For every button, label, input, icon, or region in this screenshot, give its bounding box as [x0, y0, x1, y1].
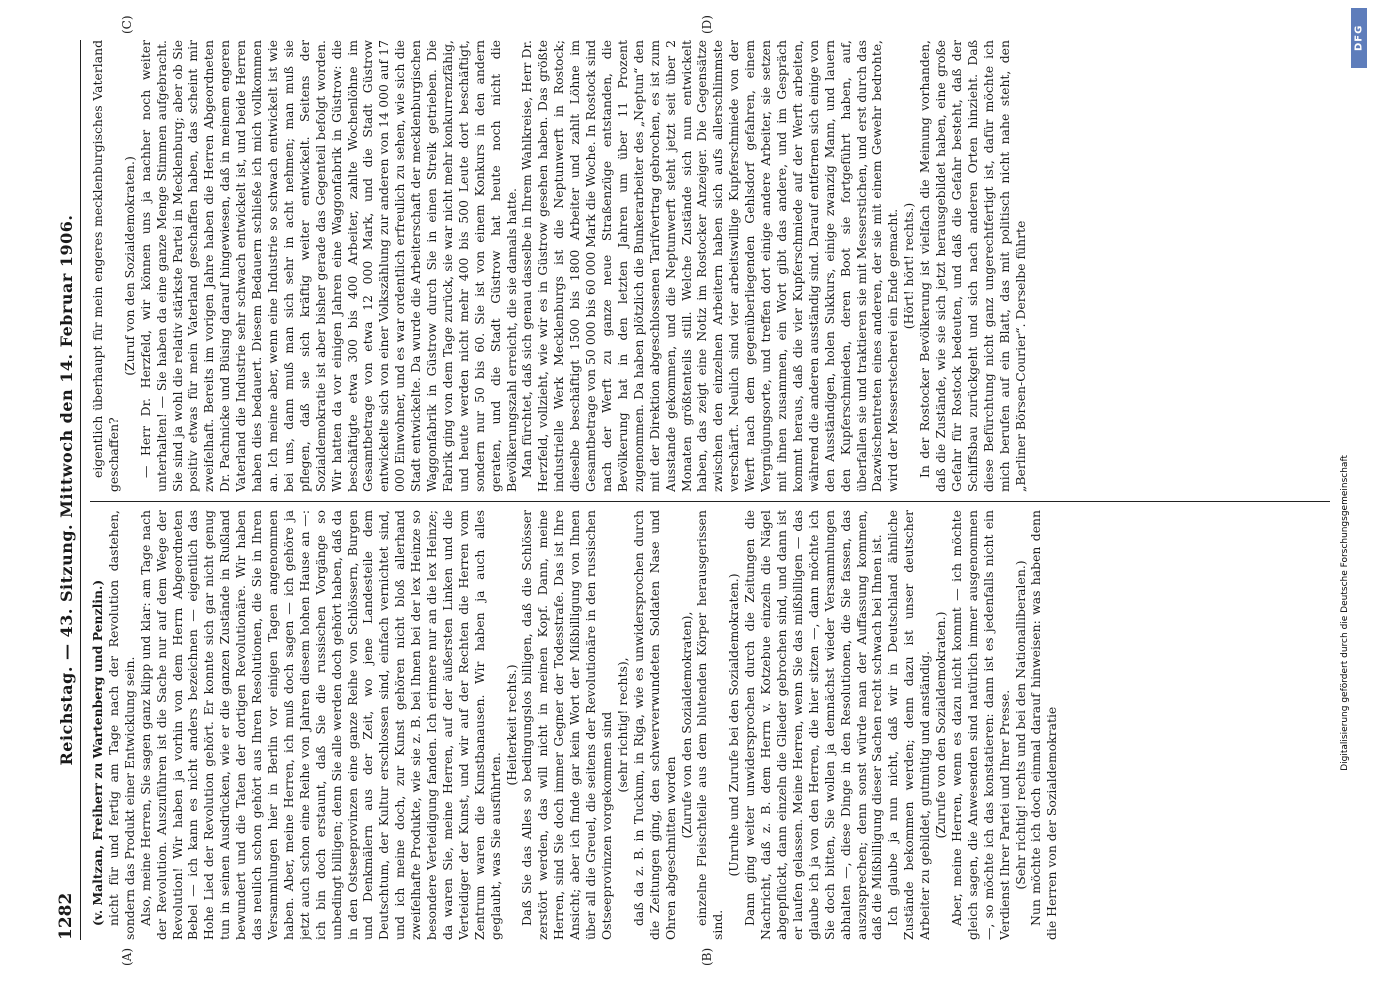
right-column-paragraph: Man fürchtet, daß sich genau dasselbe in Ihrem Wahlkreise, Herr Dr. Herzfeld, vollzieht, wie wir es in Güstrow gesehen haben. Das größte industrielle Werk Mecklenburgs ist die Neptunwerft in Rostock; dieselbe beschäftigt 1500 bis 1800 Arbeiter und zahlt Löhne im Gesamtbetrage von 50 000 bis 60 000 Mark die Woche. In Rostock sind nach der Werft zu ganze neue Straßenzüge entstanden, die Bevölkerung hat in den letzten Jahren um über 11 Prozent zugenommen. Da haben plötzlich die Bunkerarbeiter des „Neptun“ den mit der Direktion abgeschlossenen Tarifvertrag gebrochen, es ist zum Ausstande gekommen, und die Neptunwerft steht jetzt seit über 2 Monaten größtenteils still. Welche Zustände sich nun entwickelt haben, das zeigt eine Notiz im Rostocker Anzeiger. Die Gegensätze zwischen den einzelnen Arbeitern haben sich aufs allerschlimmste verschärft. Neulich sind vier arbeitswillige Kupferschmiede von der Werft nach dem gegenüberliegenden Gehlsdorf gefahren, einem Vergnügungsorte, und treffen dort einige andere Arbeiter, sie setzen mit ihnen zusammen, ein Wort gibt das andere, und im Gespräch kommt heraus, daß die vier Kupferschmiede auf der Werft arbeiten, während die anderen ausständig sind. Darauf entfernen sich einige von den Ausständigen, holen Sukkurs, einige zwanzig Mann, und lauern den Kupferschmieden, deren Boot sie fortgeführt haben, auf, überfallen sie und traktieren sie mit Messerstichen, und erst durch das Dazwischentreten eines anderen, der sie mit einem Gewehr bedrohte, wird der Messerstecherei ein Ende gemacht.: [519, 40, 901, 492]
left-column-paragraph: (Zurufe von den Sozialdemokraten),: [678, 611, 694, 839]
right-column-paragraph: (Hört! hört! rechts.): [901, 202, 917, 330]
left-column-paragraph: (Zurufe von den Sozialdemokraten.): [933, 611, 949, 839]
page-title: Reichstag. — 43. Sitzung. Mittwoch den 14. Februar 1906.: [57, 214, 76, 766]
margin-mark-d: (D): [700, 15, 714, 34]
margin-mark-c: (C): [120, 15, 134, 34]
dfg-logo: DFG: [1351, 8, 1367, 68]
right-column-paragraph: (Zuruf von den Sozialdemokraten.): [121, 156, 137, 376]
left-column-paragraph: Nun möchte ich doch einmal darauf hinweisen: was haben denn die Herren von der Sozialdemokratie: [1028, 510, 1060, 940]
page-header: [52, 40, 81, 940]
left-column-paragraph: (Unruhe und Zurufe bei den Sozialdemokraten.): [726, 573, 742, 877]
left-column-paragraph: Also, meine Herren, Sie sagen ganz klipp und klar: am Tage nach der Revolution. Auszuführen ist die Sache nur auf dem Wege der Revolution! Wir haben ja vorhin von dem Herrn Abgeordneten Bebel — ich kann es nicht anders bezeichnen — eigentlich das Hohe Lied der Revolution gehört. Er konnte sich gar nicht genug tun in seinen Ausdrücken, wie er die ganzen Zustände in Rußland bewundert und die Taten der dortigen Revolutionäre. Wir haben das neulich schon gehört aus Ihren Resolutionen, die Sie in Ihren Versammlungen hier in Berlin vor einigen Tagen angenommen haben. Aber, meine Herren, ich muß doch sagen — ich gehöre ja jetzt auch schon eine Reihe von Jahren diesem hohen Hause an —: ich bin doch erstaunt, daß Sie die russischen Vorgänge so unbedingt billigen; denn Sie alle werden doch gehört haben, daß da in den Ostseeprovinzen eine ganze Reihe von Schlössern, Burgen und Denkmälern aus der Zeit, wo jene Landesteile dem Deutschtum, der Kultur erschlossen sind, einfach vernichtet sind, und ich meine doch, zur Kunst gehören nicht bloß allerhand zweifelhafte Produkte, wie sie z. B. bei Ihnen bei der lex Heinze so besondere Verteidigung fanden. Ich erinnere nur an die lex Heinze; da waren Sie, meine Herren, auf der äußersten Linken und die Verteidiger der Kunst, und wir auf der Rechten die Herren vom Zentrum waren die Kunstbanausen. Wir haben ja auch alles geglaubt, was Sie ausführten.: [137, 510, 503, 940]
right-column: [90, 40, 1330, 492]
left-column-paragraph: Ich glaube ja nun nicht, daß wir in Deutschland ähnliche Zustände bekommen werden; denn dazu ist unser deutscher Arbeiter zu gebildet, gutmütig und anständig.: [885, 510, 933, 940]
margin-mark-a: (A): [120, 947, 134, 966]
right-column-paragraph: In der Rostocker Bevölkerung ist vielfach die Meinung vorhanden, daß die Zustände, wie sie sich jetzt herausgebildet haben, eine große Gefahr für Rostock bedeuten, und daß die Gefahr besteht, daß der Schiffsbau zurückgeht und sich nach anderen Orten hinzieht. Daß diese Befürchtung nicht ganz ungerechtfertigt ist, dafür möchte ich mich berufen auf ein Blatt, das mit politisch nicht nahe steht, den „Berliner Börsen-Courier“. Derselbe führte: [917, 40, 1028, 492]
left-column-paragraph: daß da z. B. in Tuckum, in Riga, wie es unwidersprochen durch die Zeitungen ging, den schwerverwundeten Soldaten Nase und Ohren abgeschnitten worden: [630, 510, 678, 940]
left-column-paragraph: Aber, meine Herren, wenn es dazu nicht kommt — ich möchte gleich sagen, die Anwesenden sind natürlich immer ausgenommen —, so möchte ich das konstatieren: dann ist es jedenfalls nicht ein Verdienst Ihrer Partei und Ihrer Presse.: [948, 510, 1012, 940]
right-column-paragraph: — Herr Dr. Herzfeld, wir können uns ja nachher noch weiter unterhalten! — Sie haben da eine ganze Menge Stimmen aufgebracht. Sie sind ja wohl die relativ stärkste Partei in Mecklenburg; aber ob Sie positiv etwas für mein Vaterland geschaffen haben, das scheint mir zweifelhaft. Bereits im vorigen Jahre haben die Herren Abgeordneten Dr. Pachnicke und Büsing darauf hingewiesen, daß in meinem engeren Vaterland die Industrie sehr schwach entwickelt ist, und beide Herren haben dies bedauert. Diesem Bedauern schließe ich mich vollkommen an. Ich meine aber, wenn eine Industrie so schwach entwickelt ist wie bei uns, dann muß man sich sehr in acht nehmen; man muß sie pflegen, daß sie sich kräftig weiter entwickelt. Seitens der Sozialdemokratie ist aber bisher gerade das Gegenteil befolgt worden. Wir hatten da vor einigen Jahren eine Waggonfabrik in Güstrow: die beschäftigte etwa 300 bis 400 Arbeiter, zahlte Wochenlöhne im Gesamtbetrage von etwa 12 000 Mark, und die Stadt Güstrow entwickelte sich von einer Volkszählung zur anderen von 14 000 auf 17 000 Einwohner, und es war ordentlich erfreulich zu sehen, wie sich die Stadt entwickelte. Da wurde die Arbeiterschaft der mecklenburgischen Waggonfabrik in Güstrow durch Sie in einen Streik getrieben. Die Fabrik ging von dem Tage zurück, sie war nicht mehr konkurrenzfähig, und heute werden nicht mehr 400 bis 500 Leute dort beschäftigt, sondern nur 50 bis 60. Sie ist von einem Konkurs in den andern geraten, und die Stadt Güstrow hat heute noch nicht die Bevölkerungszahl erreicht, die sie damals hatte.: [137, 40, 519, 492]
margin-mark-b: (B): [700, 947, 714, 966]
digitization-note: Digitalisierung gefördert durch die Deutsche Forschungsgemeinschaft: [1340, 455, 1350, 771]
left-column-paragraph: Daß Sie das Alles so bedingungslos billigen, daß die Schlösser zerstört werden, das will nicht in meinen Kopf. Dann, meine Herren, sind Sie doch immer Gegner der Todesstrafe. Das ist Ihre Ansicht; aber ich finde gar kein Wort der Mißbilligung von Ihnen über all die Greuel, die seitens der Revolutionäre in den russischen Ostseeprovinzen vorgekommen sind: [519, 510, 614, 940]
left-column-paragraph: (v. Maltzan, Freiherr zu Wartenberg und Penzlin.): [90, 579, 105, 926]
left-column-paragraph: Dann ging weiter unwidersprochen durch die Zeitungen die Nachricht, daß z. B. dem Herrn v. Kotzebue einzeln die Nägel abgepflückt, dann einzeln die Glieder gebrochen sind, und dann ist er laufen gelassen. Meine Herren, wenn Sie das mißbilligen — das glaube ich ja von den Herren, die hier sitzen —, dann möchte ich Sie doch bitten, Sie wollen ja demnächst wieder Versammlungen abhalten —, diese Dinge in den Resolutionen, die Sie fassen, das auszusprechen; denn sonst würde man der Auffassung kommen, daß die Mißbilligung dieser Sachen recht schwach bei Ihnen ist.: [742, 510, 885, 940]
left-column: [90, 510, 1330, 940]
page-number: 1282: [56, 892, 76, 940]
left-column-paragraph: (sehr richtig! rechts),: [614, 657, 630, 793]
right-column-paragraph: eigentlich überhaupt für mein engeres mecklenburgisches Vaterland geschaffen?: [90, 40, 121, 492]
left-column-paragraph: nicht für und fertig am Tage nach der Revolution dastehen, sondern das Produkt einer Entwicklung sein.: [105, 510, 137, 940]
left-column-paragraph: (Heiterkeit rechts.): [503, 664, 519, 786]
column-divider: [90, 501, 1330, 502]
left-column-paragraph: (Sehr richtig! rechts und bei den Nationalliberalen.): [1012, 560, 1028, 890]
left-column-paragraph: einzelne Fleischteile aus dem blutenden Körper herausgerissen sind.: [694, 510, 726, 940]
